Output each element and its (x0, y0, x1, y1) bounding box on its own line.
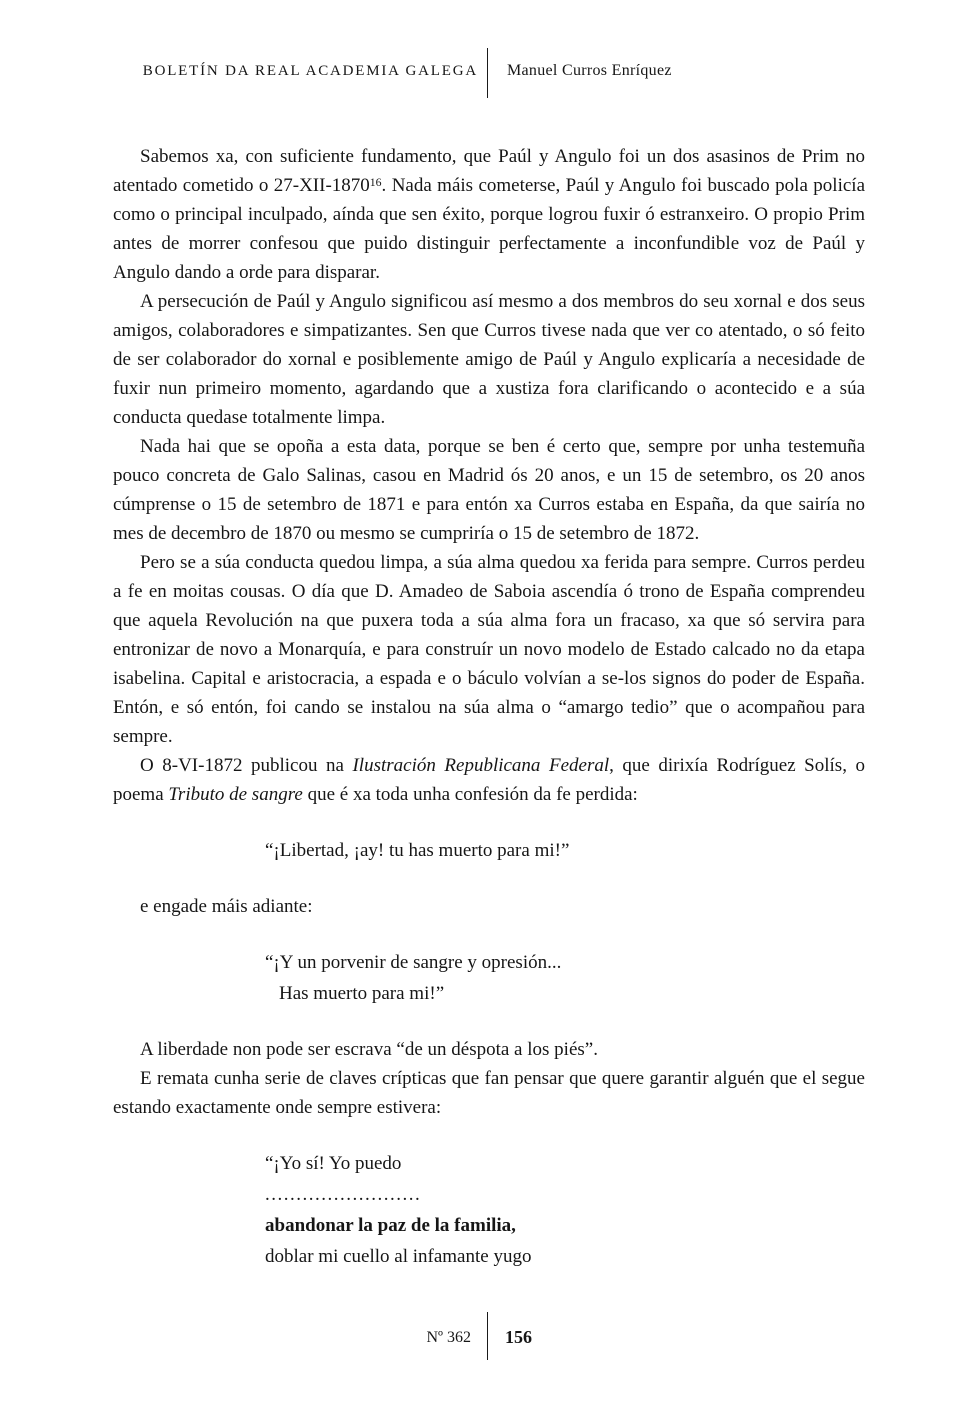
page-footer (0, 1312, 975, 1362)
paragraph-7: A liberdade non pode ser escrava “de un déspota a los piés”. (140, 1039, 598, 1060)
paragraph-6: e engade máis adiante: (140, 896, 313, 917)
paragraph-3: Nada hai que se opoña a esta data, porque se ben é certo que, sempre por unha testemuña pouco concreta de Galo Salinas, casou en Madrid ós 20 anos, e un 15 de setembro, os 20 anos cúmprense o 15 de setembro de 1871 e para entón xa Curros estaba en España, da que sairía no mes de decembro de 1870 ou mesmo se cumpriría o 15 de setembro de 1872. (113, 436, 865, 544)
verse-line: abandonar la paz de la familia, (265, 1215, 516, 1236)
verse-quote-2 (113, 947, 865, 1009)
verse-line: “¡Y un porvenir de sangre y opresión... (265, 952, 562, 973)
paragraph-5: O 8-VI-1872 publicou na Ilustración Republicana Federal, que dirixía Rodríguez Solís, o poema Tributo de sangre que é xa toda unha confesión da fe perdida: (113, 755, 865, 805)
page-number: 156 (505, 1327, 532, 1347)
paragraph-4: Pero se a súa conducta quedou limpa, a súa alma quedou xa ferida para sempre. Curros perdeu a fe en moitas cousas. O día que D. Amadeo de Saboia ascendía ó trono de España comprendeu que aquela Revolución na que puxera toda a súa alma fora un fracaso, xa que só servira para entronizar de novo a Monarquía, e para construír un novo modelo de Estado calcado no da etapa isabelina. Capital e aristocracia, a espada e o báculo volvían a se-los signos do poder de España. Entón, e só entón, foi cando se instalou na súa alma o “amargo tedio” que o acompañou para sempre. (113, 552, 865, 747)
article-body (113, 142, 865, 1298)
header-divider (487, 48, 488, 98)
page-header (0, 48, 975, 98)
running-head-author: Manuel Curros Enríquez (507, 62, 672, 79)
verse-ellipsis-line: ......................... (265, 1184, 422, 1205)
paragraph-1: Sabemos xa, con suficiente fundamento, que Paúl y Angulo foi un dos asasinos de Prim no atentado cometido o 27-XII-1870$^{16}$. Nada máis cometerse, Paúl y Angulo foi buscado pola policía como o principal inculpado, aínda que sen éxito, porque logrou fuxir ó estranxeiro. O propio Prim antes de morrer confesou que puido distinguir perfectamente a inconfundible voz de Paúl y Angulo dando a orde para disparar. (113, 146, 865, 283)
verse-line: doblar mi cuello al infamante yugo (265, 1246, 532, 1267)
paragraph-8: E remata cunha serie de claves crípticas que fan pensar que quere garantir alguén que el segue estando exactamente onde sempre estivera: (113, 1068, 865, 1118)
verse-quote-3 (113, 1148, 865, 1272)
footer-divider (487, 1312, 488, 1360)
issue-number: Nº 362 (426, 1329, 471, 1346)
verse-line: “¡Libertad, ¡ay! tu has muerto para mi!” (265, 840, 570, 861)
paragraph-2: A persecución de Paúl y Angulo significou así mesmo a dos membros do seu xornal e dos seus amigos, colaboradores e simpatizantes. Sen que Curros tivese nada que ver co atentado, o só feito de ser colaborador do xornal e posiblemente amigo de Paúl y Angulo explicaría a necesidade de fuxir nun primeiro momento, agardando que a xustiza fora clarificando o acontecido e a súa conducta quedase totalmente limpa. (113, 291, 865, 428)
verse-quote-1 (113, 835, 865, 866)
verse-line: “¡Yo sí! Yo puedo (265, 1153, 402, 1174)
verse-line: Has muerto para mi!” (279, 983, 445, 1004)
journal-title: BOLETÍN DA REAL ACADEMIA GALEGA (142, 63, 478, 79)
